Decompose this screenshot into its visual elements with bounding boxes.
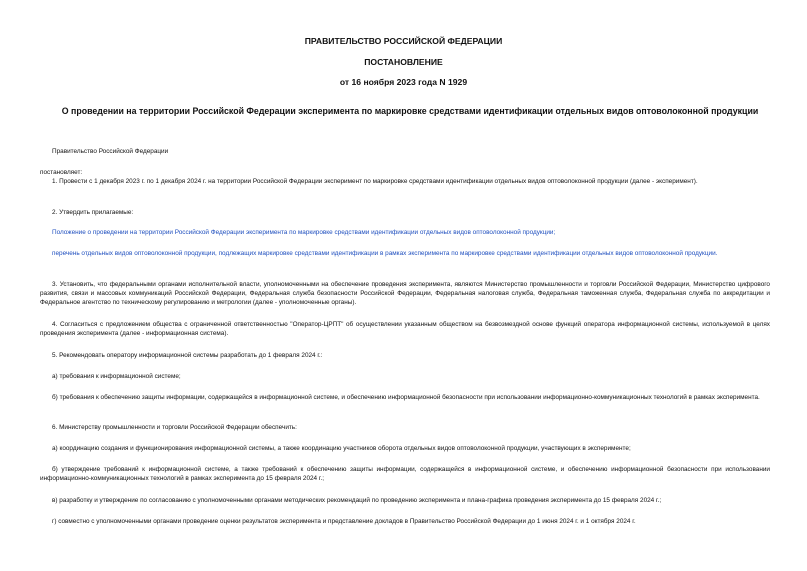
paragraph-2: 2. Утвердить прилагаемые:	[52, 209, 134, 216]
paragraph-6a: а) координацию создания и функционирования информационной системы, а также координацию участников оборота отдельных видов оптоволоконной продукции, участвующих в эксперименте;	[52, 445, 631, 452]
document-date-number: от 16 ноября 2023 года N 1929	[339, 77, 468, 87]
government-name: ПРАВИТЕЛЬСТВО РОССИЙСКОЙ ФЕДЕРАЦИИ	[304, 36, 503, 46]
paragraph-6: 6. Министерству промышленности и торговли Российской Федерации обеспечить:	[52, 424, 297, 431]
paragraph-6d: г) совместно с уполномоченными органами проведение оценки результатов эксперимента и представление докладов в Правительство Российской Федерации до 1 июня 2024 г. и 1 октября 2024 г.	[52, 518, 636, 525]
paragraph-5: 5. Рекомендовать оператору информационной системы разработать до 1 февраля 2024 г.:	[52, 352, 323, 359]
paragraph-1: 1. Провести с 1 декабря 2023 г. по 1 декабря 2024 г. на территории Российской Федерации эксперимент по маркировке средствами идентификации отдельных видов оптоволоконной продукции (далее - эксперимент).	[52, 178, 698, 185]
paragraph-5a: а) требования к информационной системе;	[52, 373, 181, 380]
paragraph-6c: в) разработку и утверждение по согласованию с уполномоченными органами методических рекомендаций по проведению эксперимента и плана-графика проведения эксперимента до 15 февраля 2024 г.;	[52, 497, 662, 504]
document-type: ПОСТАНОВЛЕНИЕ	[364, 57, 443, 67]
paragraph-6b: б) утверждение требований к информационной системе, а также требований к обеспечению защиты информации, содержащейся в информационной системе, и обеспечению информационной безопасности при использовании информационно-коммуникационных технологий в рамках эксперимента до 15 февраля 2024 г.;	[40, 466, 770, 483]
decides-text: постановляет:	[40, 169, 83, 176]
document-title: О проведении на территории Российской Федерации эксперимента по маркировке средствами идентификации отдельных видов оптоволоконной продукции	[61, 106, 759, 116]
preamble: Правительство Российской Федерации	[52, 148, 169, 155]
paragraph-3: 3. Установить, что федеральными органами исполнительной власти, уполномоченными на обеспечение проведения эксперимента, являются Министерство промышленности и торговли Российской Федерации, Министерство цифрового развития, связи и массовых коммуникаций Российской Федерации, Федеральная служба безопасности Российской Федерации, Федеральная налоговая служба, Федеральная таможенная служба, Федеральная служба по аккредитации и Федеральное агентство по техническому регулированию и метрологии (далее - уполномоченные органы).	[40, 281, 770, 307]
regulation-link[interactable]: Положение о проведении на территории Российской Федерации эксперимента по маркировке средствами идентификации отдельных видов оптоволоконной продукции;	[52, 229, 556, 236]
paragraph-5b: б) требования к обеспечению защиты информации, содержащейся в информационной системе, и обеспечению информационной безопасности при использовании информационно-коммуникационных технологий в рамках эксперимента.	[52, 394, 760, 401]
paragraph-4: 4. Согласиться с предложением общества с ограниченной ответственностью "Оператор-ЦРПТ" об осуществлении указанным обществом на безвозмездной основе функций оператора информационной системы, используемой в целях проведения эксперимента (далее - информационная система).	[40, 321, 770, 338]
product-list-link[interactable]: перечень отдельных видов оптоволоконной продукции, подлежащих маркировке средствами идентификации в рамках эксперимента по маркировке средствами идентификации отдельных видов оптоволоконной продукции.	[52, 250, 718, 257]
